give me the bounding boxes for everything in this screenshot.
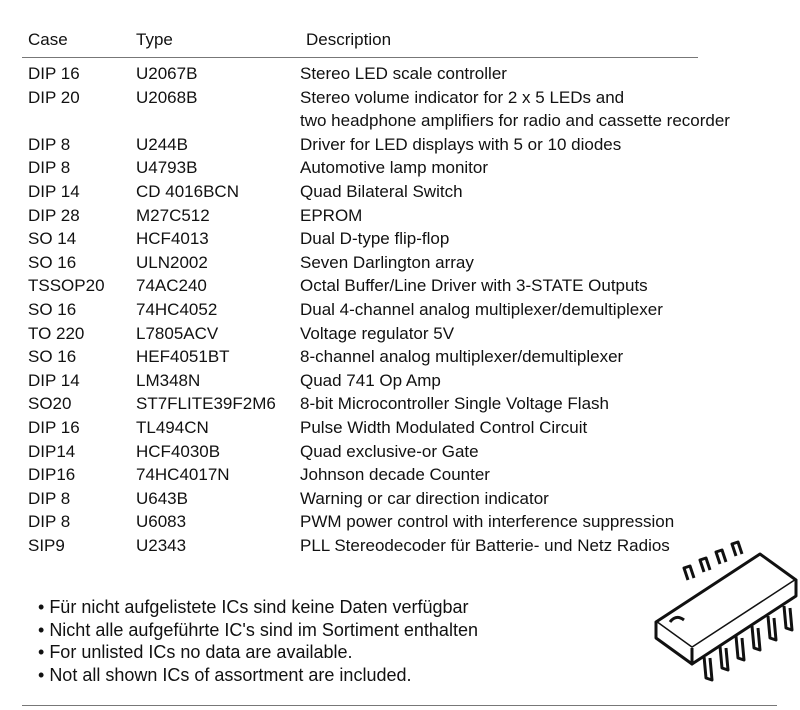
table-row xyxy=(28,463,798,487)
case-cell: DIP 16 xyxy=(28,64,80,83)
case-cell: SIP9 xyxy=(28,535,65,555)
case-cell: DIP 28 xyxy=(28,205,80,225)
table-row xyxy=(28,86,798,133)
type-cell: HEF4051BT xyxy=(136,347,230,367)
description-cell: Dual D-type flip-flop xyxy=(300,229,450,249)
description-cell: Octal Buffer/Line Driver with 3-STATE Outputs xyxy=(300,276,648,296)
case-cell: DIP 16 xyxy=(28,417,80,437)
description-cell-continued: two headphone amplifiers for radio and cassette recorder xyxy=(300,111,730,131)
description-cell: Quad 741 Op Amp xyxy=(300,370,441,390)
footer-divider xyxy=(22,705,777,706)
table-row xyxy=(28,510,798,534)
header-divider xyxy=(22,57,698,58)
case-cell: DIP14 xyxy=(28,441,76,461)
case-cell: SO 14 xyxy=(28,229,77,249)
type-cell: 74AC240 xyxy=(136,276,207,296)
case-cell: DIP 14 xyxy=(28,181,80,201)
description-cell: Stereo LED scale controller xyxy=(300,64,507,83)
notes-list xyxy=(38,596,478,686)
description-cell: Quad exclusive-or Gate xyxy=(300,441,479,461)
ic-table xyxy=(28,62,798,557)
type-cell: 74HC4052 xyxy=(136,299,218,319)
description-cell: 8-bit Microcontroller Single Voltage Flash xyxy=(300,394,609,414)
case-cell: TSSOP20 xyxy=(28,276,105,296)
table-row xyxy=(28,392,798,416)
description-cell: Stereo volume indicator for 2 x 5 LEDs and xyxy=(300,87,625,107)
description-cell: PLL Stereodecoder für Batterie- und Netz Radios xyxy=(300,535,670,555)
type-cell: M27C512 xyxy=(136,205,210,225)
description-cell: Dual 4-channel analog multiplexer/demultiplexer xyxy=(300,299,663,319)
description-cell: Voltage regulator 5V xyxy=(300,323,455,343)
header-type: Type xyxy=(136,30,173,49)
type-cell: HCF4013 xyxy=(136,229,209,249)
type-cell: U2343 xyxy=(136,535,187,555)
description-cell: Quad Bilateral Switch xyxy=(300,181,463,201)
type-cell: LM348N xyxy=(136,370,201,390)
note-item: • Nicht alle aufgeführte IC's sind im Sortiment enthalten xyxy=(38,619,478,642)
table-row xyxy=(28,487,798,511)
table-row xyxy=(28,345,798,369)
table-row xyxy=(28,156,798,180)
type-cell: U643B xyxy=(136,488,188,508)
type-cell: HCF4030B xyxy=(136,441,221,461)
case-cell: SO20 xyxy=(28,394,72,414)
case-cell: DIP 14 xyxy=(28,370,80,390)
type-cell: U4793B xyxy=(136,158,198,178)
description-cell: Seven Darlington array xyxy=(300,252,474,272)
table-row xyxy=(28,274,798,298)
type-cell: CD 4016BCN xyxy=(136,181,239,201)
table-row xyxy=(28,369,798,393)
description-cell: Automotive lamp monitor xyxy=(300,158,489,178)
type-cell: U244B xyxy=(136,134,188,154)
table-row xyxy=(28,133,798,157)
case-cell: DIP 20 xyxy=(28,87,80,107)
type-cell: ST7FLITE39F2M6 xyxy=(136,394,276,414)
table-row xyxy=(28,440,798,464)
case-cell: DIP 8 xyxy=(28,158,71,178)
table-row xyxy=(28,62,798,86)
case-cell: SO 16 xyxy=(28,347,77,367)
header-case: Case xyxy=(28,30,68,49)
type-cell: U2067B xyxy=(136,64,198,83)
type-cell: L7805ACV xyxy=(136,323,219,343)
table-row xyxy=(28,251,798,275)
table-row xyxy=(28,227,798,251)
case-cell: DIP 8 xyxy=(28,134,71,154)
type-cell: 74HC4017N xyxy=(136,465,230,485)
description-cell: PWM power control with interference suppression xyxy=(300,512,675,532)
case-cell: SO 16 xyxy=(28,252,77,272)
table-row xyxy=(28,180,798,204)
description-cell: Driver for LED displays with 5 or 10 diodes xyxy=(300,134,622,154)
type-cell: U2068B xyxy=(136,87,198,107)
case-cell: DIP 8 xyxy=(28,512,71,532)
description-cell: Warning or car direction indicator xyxy=(300,488,549,508)
note-item: • For unlisted ICs no data are available. xyxy=(38,641,478,664)
table-row xyxy=(28,298,798,322)
dip-ic-chip-icon xyxy=(648,540,798,690)
case-cell: SO 16 xyxy=(28,299,77,319)
description-cell: Pulse Width Modulated Control Circuit xyxy=(300,417,588,437)
note-item: • Not all shown ICs of assortment are included. xyxy=(38,664,478,687)
description-cell: 8-channel analog multiplexer/demultiplexer xyxy=(300,347,624,367)
type-cell: U6083 xyxy=(136,512,187,532)
case-cell: DIP 8 xyxy=(28,488,71,508)
description-cell: EPROM xyxy=(300,205,363,225)
header-description: Description xyxy=(306,30,392,49)
table-row xyxy=(28,416,798,440)
note-item: • Für nicht aufgelistete ICs sind keine Daten verfügbar xyxy=(38,596,478,619)
type-cell: TL494CN xyxy=(136,417,209,437)
table-row xyxy=(28,204,798,228)
description-cell: Johnson decade Counter xyxy=(300,465,490,485)
case-cell: DIP16 xyxy=(28,465,76,485)
case-cell: TO 220 xyxy=(28,323,85,343)
table-row xyxy=(28,322,798,346)
type-cell: ULN2002 xyxy=(136,252,208,272)
